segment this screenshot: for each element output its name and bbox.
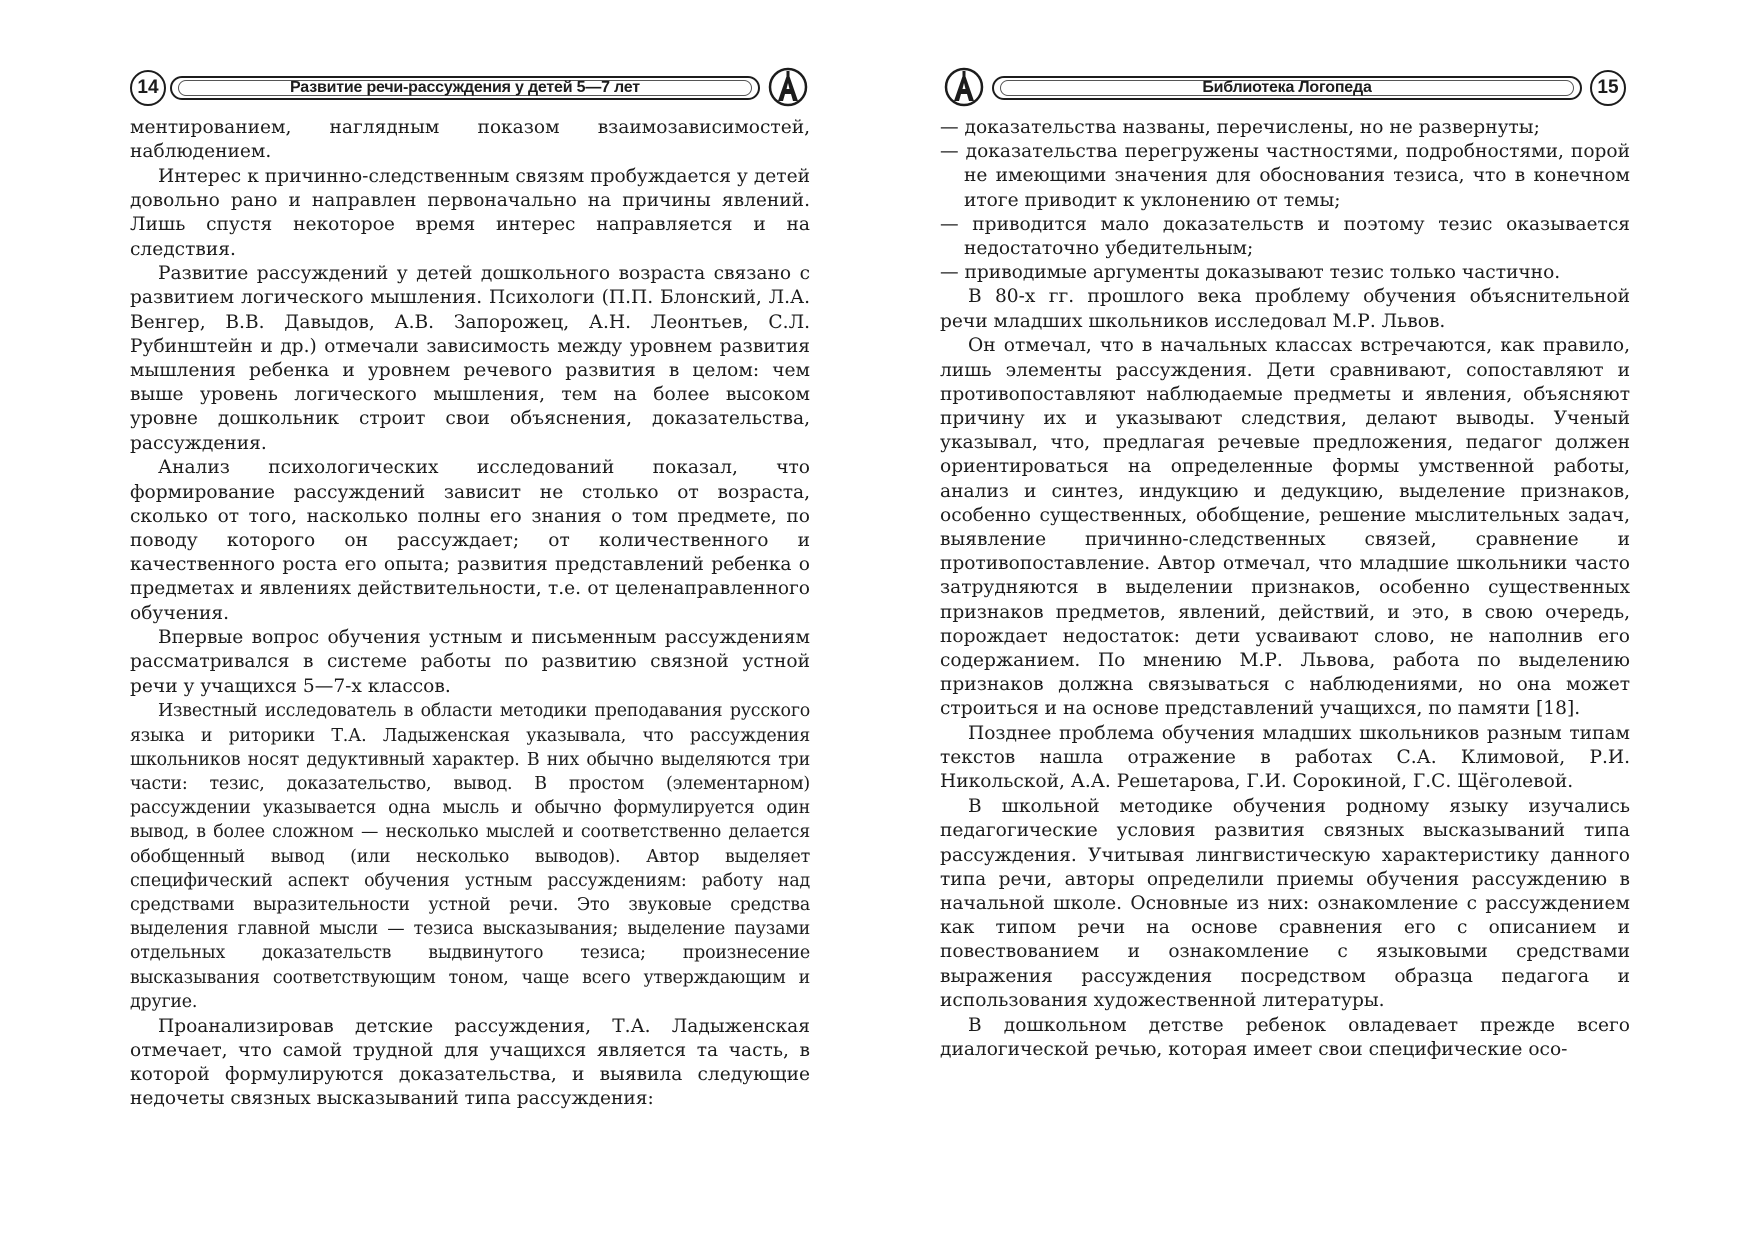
paragraph: В школьной методике обучения родному языку изучались педагогические условия развития связных высказываний типа рассуждения. Учитывая лингвистическую характеристику данного типа речи, авторы определили приемы обучения рассуждению в начальной школе. Основные из них: ознакомление с рассуждением как типом речи на основе сравнения его с описанием и повествованием и ознакомление с языковыми средствами выражения рассуждения посредством образца педагога и использования художественной литературы.: [940, 796, 1630, 1011]
right-body-text: [940, 116, 1630, 1062]
library-logo-icon: [944, 67, 984, 107]
right-page: [940, 0, 1630, 1240]
paragraph: Развитие рассуждений у детей дошкольного возраста связано с развитием логического мышления. Психологи (П.П. Блонский, Л.А. Венгер, В.В. Давыдов, А.В. Запорожец, А.Н. Леонтьев, С.Л. Рубинштейн и др.) отмечали зависимость между уровнем развития мышления ребенка и уровнем речевого развития в целом: чем выше уровень логического мышления, тем на более высоком уровне дошкольник строит свои объяснения, доказательства, рассуждения.: [130, 263, 810, 454]
paragraph: Впервые вопрос обучения устным и письменным рассуждениям рассматривался в системе работы по развитию связной устной речи у учащихся 5—7-х классов.: [130, 627, 810, 697]
paragraph: Интерес к причинно-следственным связям пробуждается у детей довольно рано и направлен первоначально на причины явлений. Лишь спустя некоторое время интерес направляется и на следствия.: [130, 165, 810, 260]
page-number: 14: [130, 70, 166, 106]
header-title: Развитие речи-рассуждения у детей 5—7 лет: [290, 79, 640, 96]
paragraph: Он отмечал, что в начальных классах встречаются, как правило, лишь элементы рассуждения. Дети сравнивают, сопоставляют и противопоставляют наблюдаемые предметы и явления, объясняют причину их и указывают следствия, делают выводы. Ученый указывал, что, предлагая речевые предложения, педагог должен ориентироваться на определенные формы умственной работы, анализ и синтез, индукцию и дедукцию, выделение признаков, особенно существенных, обобщение, решение мыслительных задач, выявление причинно-следственных связей, сравнение и противопоставление. Автор отмечал, что младшие школьники часто затрудняются в выделении признаков, особенно существенных признаков предметов, явлений, действий, и это, в свою очередь, порождает недостаток: дети усваивают слово, не наполнив его содержанием. По мнению М.Р. Львова, работа по выделению признаков должна связываться с наблюдениями, но она может строиться и на основе представлений учащихся, по памяти [18].: [940, 335, 1630, 720]
paragraph: Проанализировав детские рассуждения, Т.А. Ладыженская отмечает, что самой трудной для учащихся является та часть, в которой формулируются доказательства, и выявила следующие недочеты связных высказываний типа рассуждения:: [130, 1015, 810, 1110]
right-running-header: [940, 66, 1630, 110]
page-number: 15: [1590, 70, 1626, 106]
header-title: Библиотека Логопеда: [1202, 79, 1372, 96]
list-item: — доказательства названы, перечислены, но не развернуты;: [940, 117, 1540, 138]
left-running-header: [130, 66, 810, 110]
header-title-banner: [992, 76, 1582, 100]
library-logo-icon: [768, 67, 808, 107]
list-item: — приводится мало доказательств и поэтому тезис оказывается недостаточно убедительным;: [940, 213, 1630, 260]
header-title-banner: [170, 76, 760, 100]
paragraph: Известный исследователь в области методики преподавания русского языка и риторики Т.А. Ладыженская указывала, что рассуждения школьников носят дедуктивный характер. В них обычно выделяются три части: тезис, доказательство, вывод. В простом (элементарном) рассуждении указывается одна мысль и обычно формулируется один вывод, в более сложном — несколько мыслей и соответственно делается обобщенный вывод (или несколько выводов). Автор выделяет специфический аспект обучения устным рассуждениям: работу над средствами выразительности устной речи. Это звуковые средства выделения главной мысли — тезиса высказывания; выделение паузами отдельных доказательств выдвинутого тезиса; произнесение высказывания соответствующим тоном, чаще всего утверждающим и другие.: [130, 701, 810, 1012]
paragraph: Позднее проблема обучения младших школьников разным типам текстов нашла отражение в работах С.А. Климовой, Р.И. Никольской, А.А. Решетарова, Г.И. Сорокиной, Г.С. Щёголевой.: [940, 723, 1630, 793]
paragraph: В 80-х гг. прошлого века проблему обучения объяснительной речи младших школьников исследовал М.Р. Львов.: [940, 286, 1630, 332]
left-page: [130, 0, 810, 1240]
left-body-text: [130, 116, 810, 1112]
paragraph: Анализ психологических исследований показал, что формирование рассуждений зависит не столько от возраста, сколько от того, насколько полны его знания о том предмете, по поводу которого он рассуждает; от количественного и качественного роста его опыта; развития представлений ребенка о предметах и явлениях действительности, т.е. от целенаправленного обучения.: [130, 457, 810, 624]
list-item: — доказательства перегружены частностями, подробностями, порой не имеющими значения для обоснования тезиса, что в конечном итоге приводит к уклонению от темы;: [940, 141, 1630, 211]
paragraph: В дошкольном детстве ребенок овладевает прежде всего диалогической речью, которая имеет свои специфические осо-: [940, 1014, 1630, 1060]
list-item: — приводимые аргументы доказывают тезис только частично.: [940, 262, 1561, 284]
paragraph: ментированием, наглядным показом взаимозависимостей, наблюдением.: [130, 117, 810, 163]
